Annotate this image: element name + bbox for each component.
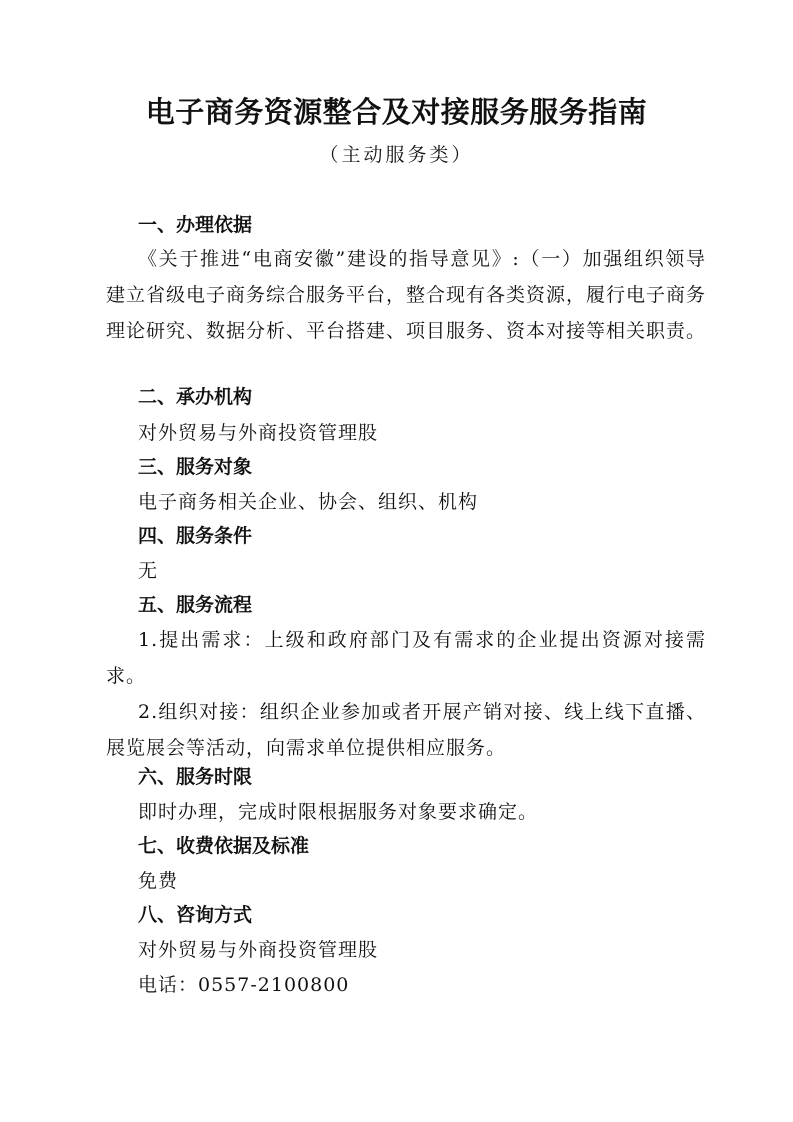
section-heading-fees: 七、收费依据及标准 <box>138 835 310 857</box>
section-heading-organizer: 二、承办机构 <box>138 386 253 408</box>
section-heading-time-limit: 六、服务时限 <box>138 766 253 788</box>
section-text-time-limit: 即时办理，完成时限根据服务对象要求确定。 <box>138 801 539 823</box>
section-text-contact: 对外贸易与外商投资管理股 <box>138 939 379 961</box>
section-text-organizer: 对外贸易与外商投资管理股 <box>138 422 379 444</box>
document-title: 电子商务资源整合及对接服务服务指南 <box>145 95 648 129</box>
process-step-1: 1.提出需求：上级和政府部门及有需求的企业提出资源对接需求。 <box>106 629 706 687</box>
section-text-conditions: 无 <box>138 560 159 582</box>
section-text-fees: 免费 <box>138 870 179 892</box>
section-text-target: 电子商务相关企业、协会、组织、机构 <box>138 491 479 513</box>
process-step-2: 2.组织对接：组织企业参加或者开展产销对接、线上线下直播、展览展会等活动，向需求单位提供相应服务。 <box>106 701 706 759</box>
section-heading-basis: 一、办理依据 <box>138 214 253 236</box>
document-subtitle: （主动服务类） <box>319 144 474 166</box>
section-paragraph-basis: 《关于推进“电商安徽”建设的指导意见》:（一）加强组织领导 建立省级电子商务综合服务平台，整合现有各类资源，履行电子商务理论研究、数据分析、平台搭建、项目服务、资本对接等相关职责。 <box>106 248 707 342</box>
section-heading-target: 三、服务对象 <box>138 456 253 478</box>
section-heading-conditions: 四、服务条件 <box>138 525 253 547</box>
section-heading-process: 五、服务流程 <box>138 594 253 616</box>
contact-phone: 电话：0557-2100800 <box>138 974 350 996</box>
section-heading-contact: 八、咨询方式 <box>138 904 253 926</box>
